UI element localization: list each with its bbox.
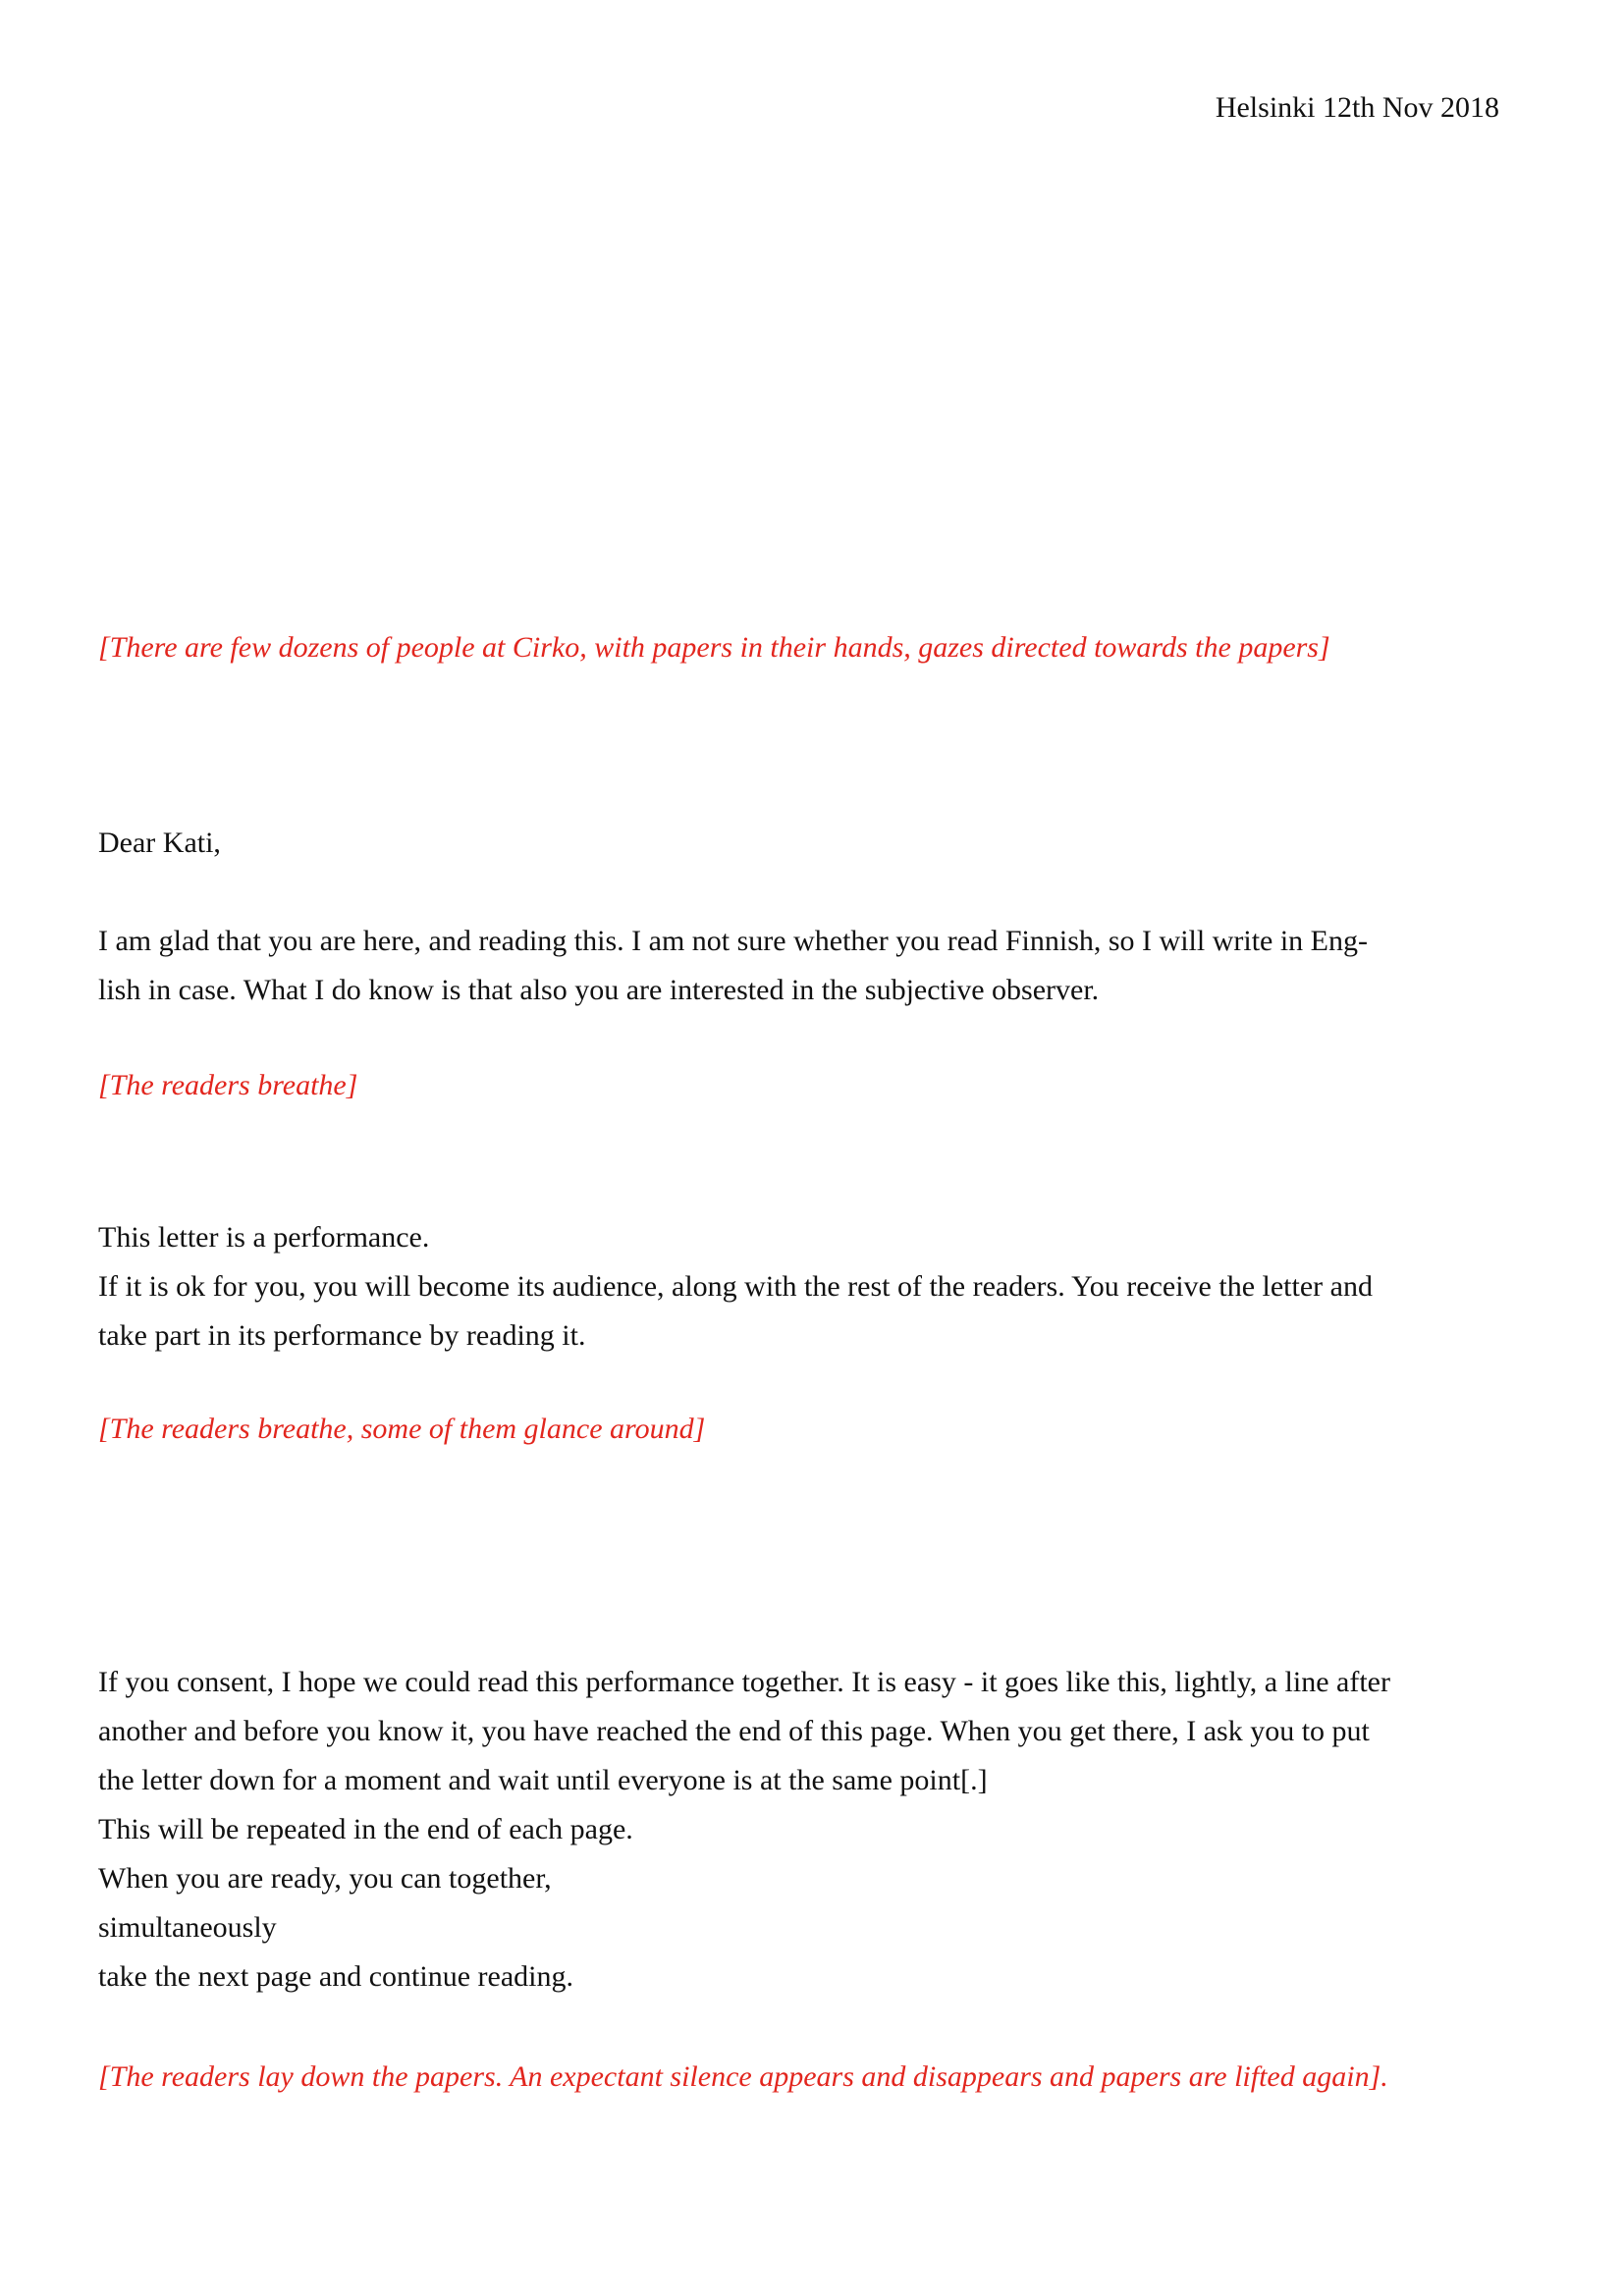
salutation: Dear Kati, <box>98 827 221 859</box>
date-line: Helsinki 12th Nov 2018 <box>1215 91 1499 124</box>
body-line: simultaneously <box>98 1911 277 1944</box>
body-line: This letter is a performance. <box>98 1221 430 1254</box>
body-line: take part in its performance by reading it. <box>98 1319 586 1352</box>
body-line: another and before you know it, you have reached the end of this page. When you get there, I ask you to put <box>98 1715 1370 1747</box>
body-line: I am glad that you are here, and reading this. I am not sure whether you read Finnish, so I will write in Eng- <box>98 925 1368 957</box>
body-line: This will be repeated in the end of each page. <box>98 1813 633 1845</box>
stage-direction-breathe: [The readers breathe] <box>98 1069 358 1101</box>
body-line: take the next page and continue reading. <box>98 1960 573 1993</box>
stage-direction-closing: [The readers lay down the papers. An expectant silence appears and disappears and papers are lifted again]. <box>98 2060 1388 2093</box>
paragraph-intro <box>98 917 1368 1015</box>
body-line: the letter down for a moment and wait until everyone is at the same point[.] <box>98 1764 988 1796</box>
stage-direction-glance: [The readers breathe, some of them glance around] <box>98 1413 706 1445</box>
paragraph-consent <box>98 1658 1390 2002</box>
body-line: lish in case. What I do know is that also you are interested in the subjective observer. <box>98 974 1100 1006</box>
stage-direction-opening: [There are few dozens of people at Cirko, with papers in their hands, gazes directed towards the papers] <box>98 631 1330 664</box>
paragraph-performance <box>98 1213 1373 1361</box>
body-line: If it is ok for you, you will become its audience, along with the rest of the readers. You receive the letter and <box>98 1270 1373 1303</box>
body-line: If you consent, I hope we could read this performance together. It is easy - it goes like this, lightly, a line after <box>98 1666 1390 1698</box>
body-line: When you are ready, you can together, <box>98 1862 552 1895</box>
